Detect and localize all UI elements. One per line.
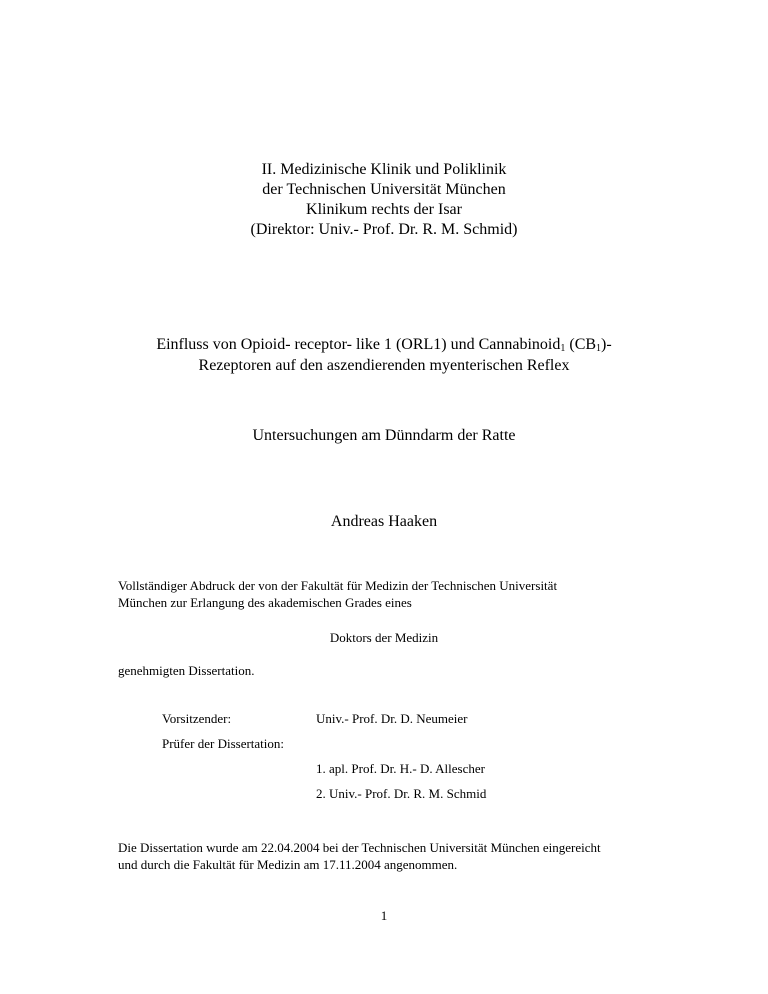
examiner-2: 2. Univ.- Prof. Dr. R. M. Schmid [316, 786, 487, 801]
title-line-2: Rezeptoren auf den aszendierenden myenterischen Reflex [198, 357, 570, 374]
dissertation-title [0, 334, 768, 376]
title-subscript-2: 1 [596, 343, 602, 354]
examiner-1: 1. apl. Prof. Dr. H.- D. Allescher [316, 761, 485, 776]
page-number: 1 [380, 908, 388, 923]
clinic-header [0, 160, 768, 240]
title-text-c: )- [601, 336, 612, 353]
clinic-line: II. Medizinische Klinik und Poliklinik [261, 161, 507, 178]
title-text-b: (CB [565, 336, 597, 353]
examiners-label: Prüfer der Dissertation: [162, 736, 285, 751]
statement-line: Vollständiger Abdruck der von der Fakultät für Medizin der Technischen Universität [118, 578, 558, 593]
statement-paragraph [118, 577, 557, 611]
statement-line: München zur Erlangung des akademischen Grades eines [118, 595, 412, 610]
title-text-a: Einfluss von Opioid- receptor- like 1 (ORL1) und Cannabinoid [156, 336, 561, 353]
dissertation-subtitle: Untersuchungen am Dünndarm der Ratte [252, 427, 516, 444]
clinic-line: (Direktor: Univ.- Prof. Dr. R. M. Schmid) [250, 221, 518, 238]
degree-title: Doktors der Medizin [329, 630, 439, 645]
chair-label: Vorsitzender: [162, 711, 232, 726]
chair-name: Univ.- Prof. Dr. D. Neumeier [316, 711, 468, 726]
submission-line: und durch die Fakultät für Medizin am 17.11.2004 angenommen. [118, 857, 458, 872]
title-line-1 [0, 334, 768, 355]
approved-dissertation: genehmigten Dissertation. [118, 663, 255, 678]
title-subscript-1: 1 [560, 343, 566, 354]
submission-paragraph [118, 839, 601, 873]
submission-line: Die Dissertation wurde am 22.04.2004 bei der Technischen Universität München eingereicht [118, 840, 601, 855]
clinic-line: Klinikum rechts der Isar [306, 201, 462, 218]
clinic-line: der Technischen Universität München [262, 181, 506, 198]
author-name: Andreas Haaken [330, 513, 438, 530]
